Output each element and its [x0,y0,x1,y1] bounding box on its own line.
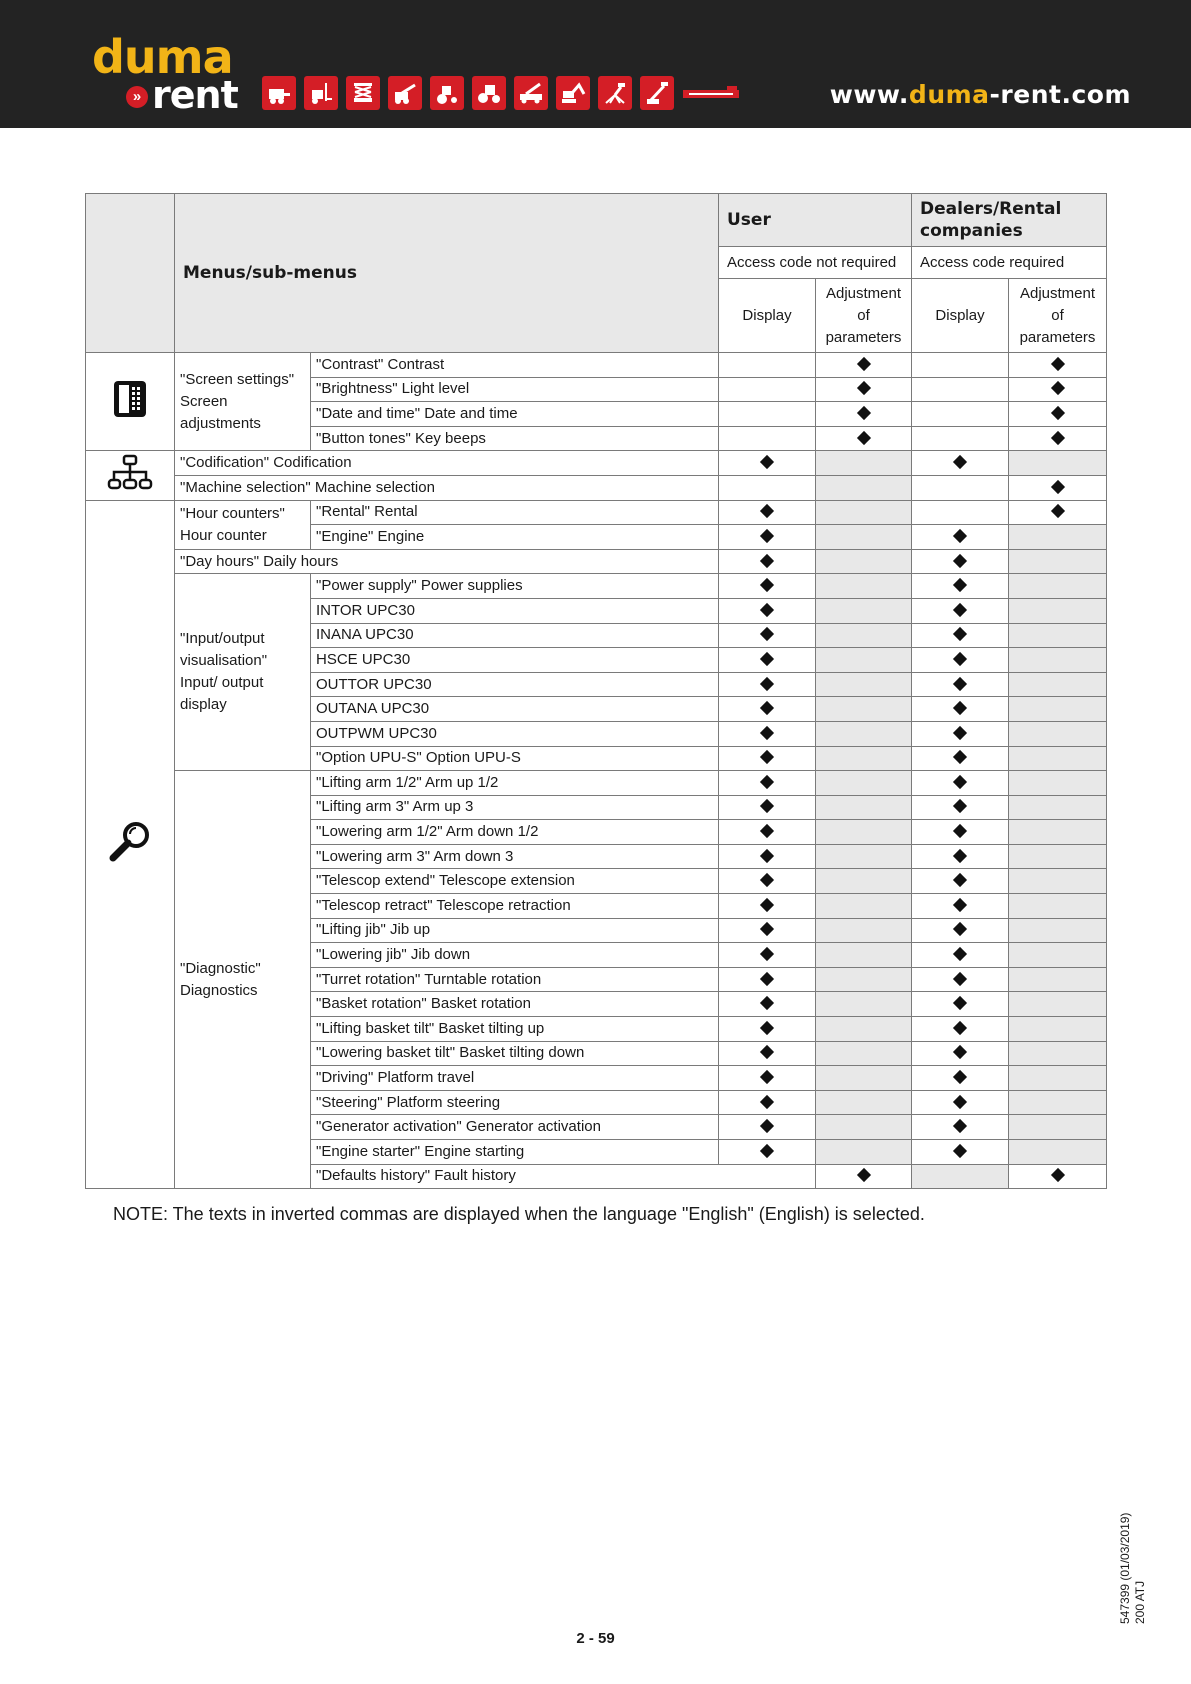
diamond-mark [760,824,774,838]
diamond-mark [953,972,967,986]
cell-u-adj [816,992,912,1017]
row-label: "Generator activation" Generator activation [311,1115,719,1140]
cell-d-disp [912,598,1009,623]
row-label: "Lowering basket tilt" Basket tilting down [311,1041,719,1066]
forklift-icon [304,76,338,110]
cell-u-disp [719,623,816,648]
diamond-mark [856,357,870,371]
diamond-mark [760,799,774,813]
doc-ref-model: 200 ATJ [1133,1580,1147,1624]
cell-u-disp [719,549,816,574]
row-label: "Contrast" Contrast [311,353,719,378]
cell-d-adj [1009,426,1107,451]
cell-d-disp [912,549,1009,574]
diamond-mark [760,701,774,715]
diamond-mark [760,726,774,740]
cell-d-disp [912,377,1009,402]
cell-d-disp [912,820,1009,845]
logo-arrow-icon: » [126,86,148,108]
cell-d-adj [1009,992,1107,1017]
diamond-mark [953,652,967,666]
cell-u-disp [719,1066,816,1091]
cell-d-adj [1009,402,1107,427]
diamond-mark [953,1119,967,1133]
cell-u-adj [816,844,912,869]
cell-d-adj [1009,721,1107,746]
diamond-mark [953,627,967,641]
cell-u-adj [816,771,912,796]
row-label: "Rental" Rental [311,500,719,525]
cell-d-disp [912,623,1009,648]
url-prefix: www. [829,80,909,109]
header-user-display: Display [719,279,816,353]
diamond-mark [760,1021,774,1035]
diamond-mark [760,898,774,912]
cell-u-disp [719,1017,816,1042]
diamond-mark [760,504,774,518]
header-banner [0,0,1191,128]
cell-u-adj [816,672,912,697]
cell-d-disp [912,402,1009,427]
cell-u-disp [719,992,816,1017]
row-label: "Codification" Codification [175,451,719,476]
cell-d-disp [912,918,1009,943]
row-label: "Engine" Engine [311,525,719,550]
cell-u-disp [719,918,816,943]
row-label: "Telescop retract" Telescope retraction [311,894,719,919]
diamond-mark [760,455,774,469]
table-row [86,353,1107,378]
cell-d-adj [1009,1066,1107,1091]
cell-d-disp [912,451,1009,476]
header-user-adjustment: Adjustment of parameters [816,279,912,353]
row-label: OUTTOR UPC30 [311,672,719,697]
cell-u-disp [719,1041,816,1066]
row-label: "Brightness" Light level [311,377,719,402]
cell-d-adj [1009,943,1107,968]
cell-d-disp [912,1140,1009,1165]
row-label: "Steering" Platform steering [311,1090,719,1115]
header-dealers-display: Display [912,279,1009,353]
diamond-mark [1050,431,1064,445]
cell-d-adj [1009,1041,1107,1066]
diamond-mark [760,1119,774,1133]
table-row [86,475,1107,500]
group-screen-settings: "Screen settings" Screen adjustments [175,353,311,451]
diamond-mark [760,996,774,1010]
cell-u-adj [816,475,912,500]
diamond-mark [953,701,967,715]
cell-u-adj [816,1090,912,1115]
header-user-access: Access code not required [719,247,912,279]
cell-d-adj [1009,574,1107,599]
cell-d-adj [1009,869,1107,894]
telehandler-icon [388,76,422,110]
row-label: "Lifting arm 1/2" Arm up 1/2 [311,771,719,796]
row-label: "Option UPU-S" Option UPU-S [311,746,719,771]
row-label: "Power supply" Power supplies [311,574,719,599]
cell-u-disp [719,377,816,402]
cell-u-adj [816,697,912,722]
cell-u-adj [816,1140,912,1165]
cell-u-disp [719,426,816,451]
url-suffix: -rent.com [989,80,1131,109]
diamond-mark [953,1095,967,1109]
diamond-mark [760,1095,774,1109]
cell-d-disp [912,1017,1009,1042]
screen-settings-icon [86,353,175,451]
cell-u-adj [816,795,912,820]
row-label: "Lowering arm 1/2" Arm down 1/2 [311,820,719,845]
row-label: "Lowering arm 3" Arm down 3 [311,844,719,869]
cell-d-disp [912,795,1009,820]
row-label: "Button tones" Key beeps [311,426,719,451]
row-label: "Machine selection" Machine selection [175,475,719,500]
diamond-mark [953,898,967,912]
diamond-mark [760,652,774,666]
row-label: "Defaults history" Fault history [311,1164,816,1189]
cell-u-adj [816,967,912,992]
diamond-mark [953,1045,967,1059]
diamond-mark [953,799,967,813]
group-input-output: "Input/output visualisation" Input/ output display [175,574,311,771]
row-label: INANA UPC30 [311,623,719,648]
cell-d-adj [1009,844,1107,869]
cell-u-disp [816,1164,912,1189]
cell-u-adj [816,598,912,623]
menu-access-table [85,193,1107,1189]
cell-d-disp [912,672,1009,697]
cell-d-disp [912,1090,1009,1115]
cell-u-adj [816,525,912,550]
row-label: "Lowering jib" Jib down [311,943,719,968]
cell-d-disp [912,943,1009,968]
row-label: "Lifting jib" Jib up [311,918,719,943]
diamond-mark [953,726,967,740]
group-hour-counters: "Hour counters" Hour counter [175,500,311,549]
cell-d-disp [912,475,1009,500]
cell-u-adj [816,721,912,746]
cell-d-adj [1009,377,1107,402]
diamond-mark [953,873,967,887]
cell-d-disp [912,426,1009,451]
cell-u-disp [719,746,816,771]
cell-u-adj [816,648,912,673]
cell-u-disp [719,795,816,820]
cell-d-disp [1009,1164,1107,1189]
cell-u-disp [719,574,816,599]
cell-u-disp [719,697,816,722]
cell-d-adj [1009,746,1107,771]
cell-u-adj [816,377,912,402]
diamond-mark [953,603,967,617]
row-label: INTOR UPC30 [311,598,719,623]
diamond-mark [760,1070,774,1084]
cell-d-adj [1009,1115,1107,1140]
cell-u-adj [816,402,912,427]
diamond-mark [760,972,774,986]
duma-rent-logo [92,30,242,117]
cell-u-adj [816,549,912,574]
cell-d-adj [1009,967,1107,992]
table-body [86,353,1107,1189]
cell-u-adj [816,1115,912,1140]
row-label: "Lifting basket tilt" Basket tilting up [311,1017,719,1042]
cell-d-adj [1009,549,1107,574]
diamond-mark [760,603,774,617]
cell-u-disp [719,598,816,623]
cell-u-adj [816,1041,912,1066]
aerial-platform-icon [682,76,744,110]
cell-d-disp [912,844,1009,869]
row-label: "Driving" Platform travel [311,1066,719,1091]
cell-u-disp [719,1140,816,1165]
scissor-lift-icon [346,76,380,110]
cell-d-adj [1009,1017,1107,1042]
row-label: "Engine starter" Engine starting [311,1140,719,1165]
cell-d-disp [912,967,1009,992]
diamond-mark [760,750,774,764]
diamond-mark [1050,381,1064,395]
diamond-mark [856,406,870,420]
table-row [86,451,1107,476]
cell-d-disp [912,353,1009,378]
diamond-mark [953,775,967,789]
logo-rent-word: rent [152,73,238,117]
url-highlight: duma [908,80,990,109]
website-url[interactable] [830,80,1131,109]
diamond-mark [953,922,967,936]
row-label: OUTANA UPC30 [311,697,719,722]
cell-u-disp [719,869,816,894]
diamond-mark [953,529,967,543]
diamond-mark [1050,1168,1064,1182]
cell-u-adj [816,353,912,378]
diamond-mark [953,1021,967,1035]
cell-d-adj [1009,771,1107,796]
diamond-mark [760,553,774,567]
cell-u-adj [816,746,912,771]
cell-d-disp [912,1115,1009,1140]
diamond-mark [1050,357,1064,371]
diamond-mark [953,1070,967,1084]
cell-u-disp [719,500,816,525]
table-row [86,500,1107,525]
cell-d-adj [1009,598,1107,623]
diamond-mark [760,1045,774,1059]
cell-d-adj [1009,648,1107,673]
diamond-mark [856,1168,870,1182]
cell-d-adj [1009,820,1107,845]
header-dealers-access: Access code required [912,247,1107,279]
cell-u-disp [719,648,816,673]
cell-u-adj [816,623,912,648]
cell-u-adj [816,1017,912,1042]
header-dealers-adjustment: Adjustment of parameters [1009,279,1107,353]
cell-d-disp [912,500,1009,525]
doc-ref-code: 547399 (01/03/2019) [1118,1512,1132,1624]
header-menus: Menus/sub-menus [175,194,719,353]
cell-u-adj [816,500,912,525]
logo-duma-text: duma [92,30,233,84]
diamond-mark [953,578,967,592]
cell-d-disp [912,1066,1009,1091]
cell-d-adj [1009,795,1107,820]
cell-u-disp [719,771,816,796]
cell-d-adj [1009,1140,1107,1165]
diamond-mark [760,775,774,789]
cell-u-disp [719,353,816,378]
tractor-icon [430,76,464,110]
cell-u-adj [816,943,912,968]
document-reference [1118,1513,1148,1624]
cell-d-disp [912,992,1009,1017]
table-row [86,771,1107,796]
cell-u-disp [719,475,816,500]
cell-u-adj [816,869,912,894]
cell-u-disp [719,1115,816,1140]
cell-u-disp [719,721,816,746]
cell-u-adj [816,426,912,451]
row-label: "Basket rotation" Basket rotation [311,992,719,1017]
cell-u-disp [719,672,816,697]
header-dealers: Dealers/Rental companies [912,194,1107,247]
cell-d-disp [912,869,1009,894]
diamond-mark [1050,480,1064,494]
cell-u-adj [816,894,912,919]
diamond-mark [953,824,967,838]
diamond-mark [856,381,870,395]
row-label: "Day hours" Daily hours [175,549,719,574]
diamond-mark [760,676,774,690]
crane-truck-icon [514,76,548,110]
cell-u-disp [719,451,816,476]
cell-d-disp [912,771,1009,796]
row-label: HSCE UPC30 [311,648,719,673]
cell-d-disp [912,721,1009,746]
cell-d-disp [912,525,1009,550]
header-user: User [719,194,912,247]
diamond-mark [1050,406,1064,420]
cell-u-disp [719,894,816,919]
cell-d-adj [1009,894,1107,919]
cell-u-disp [719,1090,816,1115]
cell-d-disp [912,1041,1009,1066]
cell-d-adj [1009,525,1107,550]
cell-d-disp [912,574,1009,599]
cell-u-disp [719,820,816,845]
diamond-mark [760,529,774,543]
diamond-mark [1050,504,1064,518]
row-label: "Telescop extend" Telescope extension [311,869,719,894]
cell-d-adj [1009,500,1107,525]
diamond-mark [760,873,774,887]
cell-u-adj [816,451,912,476]
diamond-mark [760,1144,774,1158]
diamond-mark [760,922,774,936]
cell-d-adj [1009,353,1107,378]
cell-u-adj [816,820,912,845]
diamond-mark [953,676,967,690]
diamond-mark [760,947,774,961]
cell-u-adj [816,574,912,599]
compactor-icon [472,76,506,110]
codification-hierarchy-icon [86,451,175,500]
language-note: NOTE: The texts in inverted commas are displayed when the language "English" (English) is selected. [113,1204,925,1224]
cell-d-disp [912,894,1009,919]
cell-d-adj [1009,451,1107,476]
diamond-mark [953,947,967,961]
cell-d-disp [912,746,1009,771]
diamond-mark [953,455,967,469]
diamond-mark [953,750,967,764]
diamond-mark [760,578,774,592]
skid-steer-icon [262,76,296,110]
cell-d-disp [912,648,1009,673]
cell-u-adj [816,1066,912,1091]
cell-d-adj [1009,918,1107,943]
row-label: "Turret rotation" Turntable rotation [311,967,719,992]
excavator-icon [556,76,590,110]
group-diagnostic: "Diagnostic" Diagnostics [175,771,311,1189]
diamond-mark [953,553,967,567]
cell-u-adj [912,1164,1009,1189]
table-row [86,574,1107,599]
cell-d-adj [1009,697,1107,722]
cell-u-adj [816,918,912,943]
machine-icon-strip [262,76,744,110]
cell-d-adj [1009,1090,1107,1115]
cell-d-adj [1009,475,1107,500]
header-icon-col [86,194,175,353]
cell-d-adj [1009,672,1107,697]
cell-u-disp [719,943,816,968]
diamond-mark [953,996,967,1010]
row-label: OUTPWM UPC30 [311,721,719,746]
boom-lift-icon [640,76,674,110]
row-label: "Lifting arm 3" Arm up 3 [311,795,719,820]
cell-u-disp [719,967,816,992]
cell-u-disp [719,525,816,550]
page-number: 2 - 59 [576,1630,615,1647]
magnifier-icon [86,500,175,1189]
diamond-mark [953,849,967,863]
spider-lift-icon [598,76,632,110]
table-row [86,549,1107,574]
cell-u-disp [719,402,816,427]
diamond-mark [953,1144,967,1158]
diamond-mark [856,431,870,445]
row-label: "Date and time" Date and time [311,402,719,427]
diamond-mark [760,627,774,641]
diamond-mark [760,849,774,863]
cell-d-disp [912,697,1009,722]
cell-u-disp [719,844,816,869]
cell-d-adj [1009,623,1107,648]
